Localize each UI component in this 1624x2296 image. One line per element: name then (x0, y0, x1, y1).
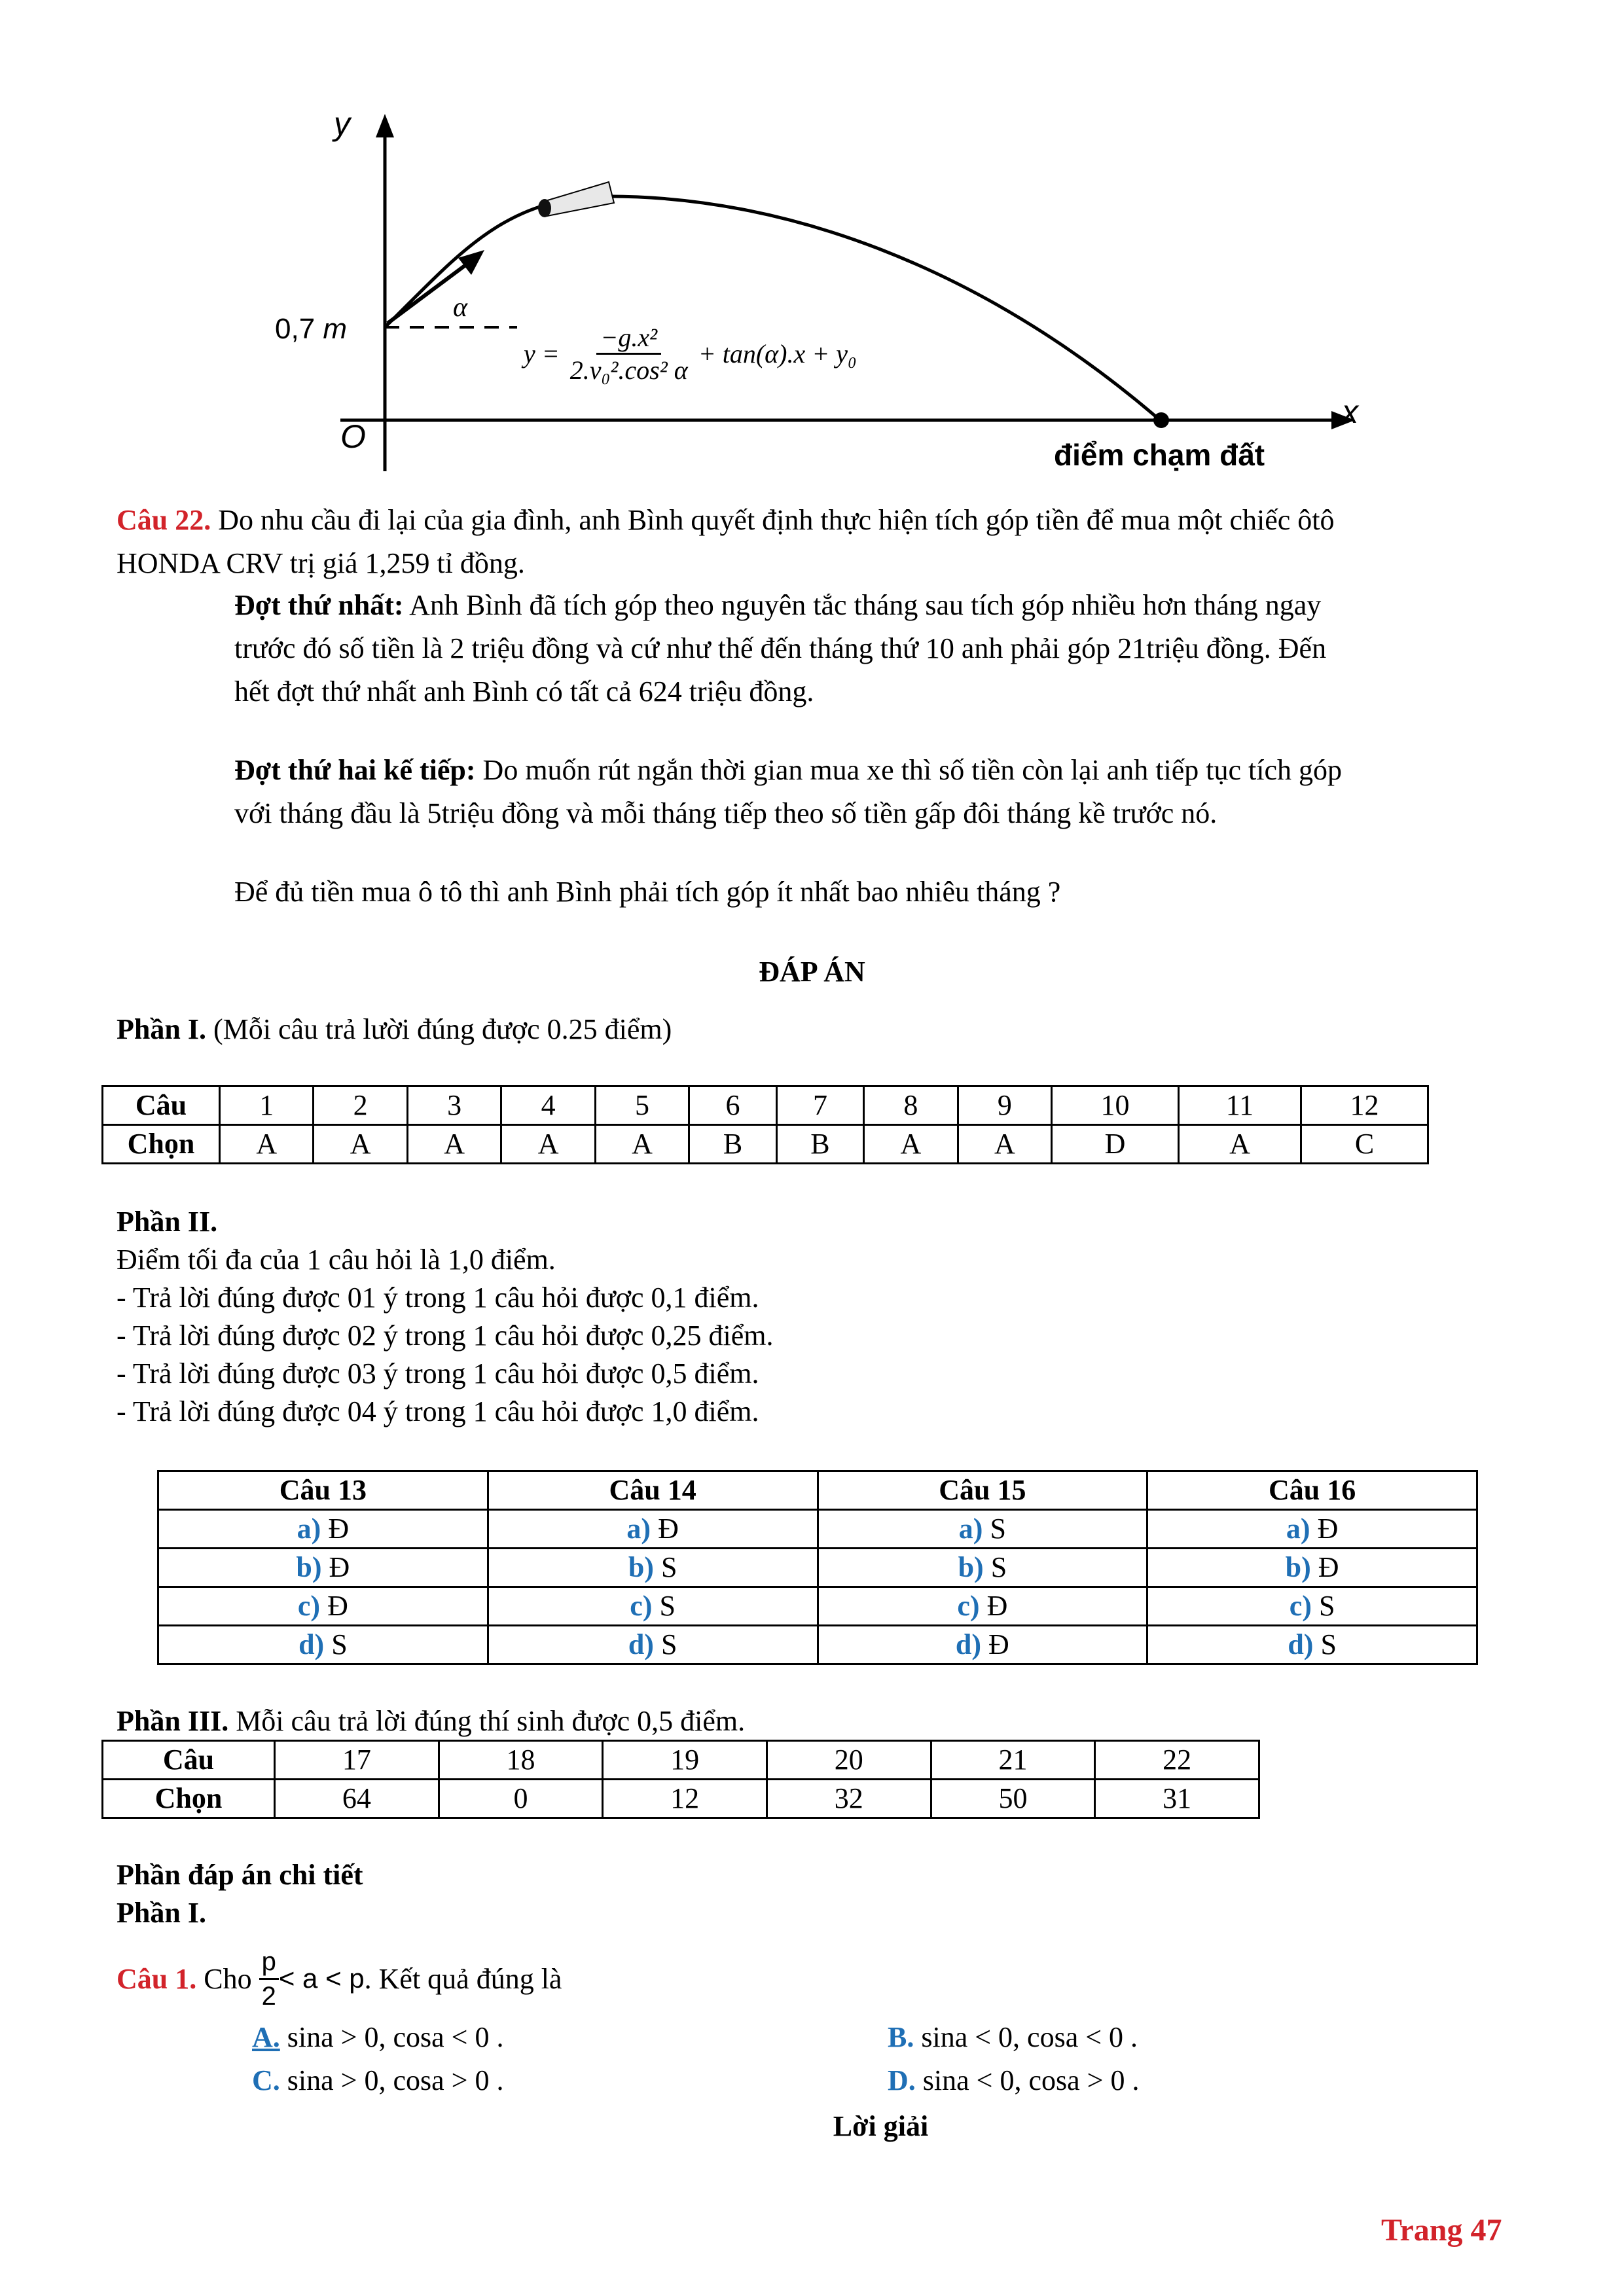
table-cell: c) S (1147, 1587, 1477, 1626)
table-cell: A (1178, 1125, 1301, 1164)
table-cell: 11 (1178, 1086, 1301, 1125)
projectile-figure (242, 105, 1394, 484)
y-axis-arrow-icon (376, 114, 394, 137)
detailed-answers-heading (117, 1856, 363, 1932)
table-cell: d) Đ (818, 1626, 1147, 1664)
question-22-prompt: Để đủ tiền mua ô tô thì anh Bình phải tích góp ít nhất bao nhiêu tháng ? (234, 876, 1061, 908)
part-2-answer-table (157, 1470, 1478, 1665)
shuttlecock-icon (538, 182, 614, 217)
table-cell: 19 (603, 1741, 767, 1780)
question-22-intro-2: HONDA CRV trị giá 1,259 tỉ đồng. (117, 547, 525, 579)
part-1-row-label: Chọn (103, 1125, 220, 1164)
part-1-heading: Phần I. (Mỗi câu trả lười đúng được 0.25 điểm) (117, 1013, 672, 1045)
table-cell: D (1052, 1125, 1179, 1164)
part-2-rule: Điểm tối đa của 1 câu hỏi là 1,0 điểm. (117, 1244, 556, 1276)
table-header: Câu 16 (1147, 1471, 1477, 1510)
table-row (158, 1587, 1477, 1626)
option-d: D. sina < 0, cosa > 0 . (888, 2064, 1140, 2096)
table-cell: d) S (158, 1626, 488, 1664)
angle-label: α (453, 293, 468, 323)
fraction: p 2 (259, 1945, 279, 2013)
question-22 (117, 499, 1524, 585)
phase-2-paragraph (234, 749, 1524, 835)
part-3-question-row (103, 1741, 1259, 1780)
part-1-row-label: Câu (103, 1086, 220, 1125)
table-header: Câu 13 (158, 1471, 488, 1510)
table-cell: 7 (776, 1086, 863, 1125)
phase-1-line-3: hết đợt thứ nhất anh Bình có tất cả 624 triệu đồng. (234, 675, 814, 708)
table-cell: c) S (488, 1587, 818, 1626)
part-1-answer-table (101, 1085, 1429, 1164)
table-cell: A (501, 1125, 595, 1164)
table-cell: d) S (1147, 1626, 1477, 1664)
part-3-row-label: Câu (103, 1741, 275, 1780)
table-cell: A (314, 1125, 407, 1164)
trajectory-formula: y = $\frac{\text{−g.x²}}{\text{2.v₀².cos² α}}$ + tan(α).x + y₀ (524, 322, 857, 385)
option-a: A. sina > 0, cosa < 0 . (252, 2021, 504, 2053)
table-cell: 17 (275, 1741, 439, 1780)
table-row (158, 1626, 1477, 1664)
table-cell: 12 (1301, 1086, 1428, 1125)
table-cell: 5 (595, 1086, 689, 1125)
table-cell: 3 (407, 1086, 501, 1125)
table-cell: 32 (767, 1780, 931, 1818)
table-cell: b) S (488, 1549, 818, 1587)
table-cell: 9 (958, 1086, 1051, 1125)
phase-2-label: Đợt thứ hai kế tiếp: (234, 754, 476, 786)
table-cell: 18 (439, 1741, 603, 1780)
part-3-answer-row (103, 1780, 1259, 1818)
table-row (158, 1510, 1477, 1549)
part-3-row-label: Chọn (103, 1780, 275, 1818)
phase-1-line-2: trước đó số tiền là 2 triệu đồng và cứ như thế đến tháng thứ 10 anh phải góp 21triệu đồng. Đến (234, 632, 1327, 664)
part-1-question-row (103, 1086, 1428, 1125)
question-1-tail: . Kết quả đúng là (364, 1962, 562, 1995)
table-cell: 0 (439, 1780, 603, 1818)
table-cell: 6 (689, 1086, 776, 1125)
table-cell: 21 (931, 1741, 1095, 1780)
part-3-answer-table (101, 1740, 1260, 1819)
table-cell: 31 (1095, 1780, 1259, 1818)
table-cell: A (864, 1125, 958, 1164)
table-cell: 1 (220, 1086, 314, 1125)
table-cell: 22 (1095, 1741, 1259, 1780)
option-c: C. sina > 0, cosa > 0 . (252, 2064, 504, 2096)
table-header: Câu 14 (488, 1471, 818, 1510)
table-cell: 50 (931, 1780, 1095, 1818)
part-3-heading: Phần III. Mỗi câu trả lời đúng thí sinh được 0,5 điểm. (117, 1705, 746, 1737)
part-1-answer-row (103, 1125, 1428, 1164)
table-cell: A (407, 1125, 501, 1164)
question-1-inequality: < a < p (278, 1963, 365, 1994)
part-2-title: Phần II. (117, 1206, 218, 1238)
table-cell: a) Đ (488, 1510, 818, 1549)
detailed-part-1-title: Phần I. (117, 1897, 206, 1929)
part-2-rule: - Trả lời đúng được 03 ý trong 1 câu hỏi được 0,5 điểm. (117, 1357, 759, 1390)
table-cell: A (958, 1125, 1051, 1164)
initial-height-label: 0,7 m (275, 313, 348, 345)
solution-heading: Lời giải (833, 2110, 929, 2142)
phase-2-line-2: với tháng đầu là 5triệu đồng và mỗi tháng tiếp theo số tiền gấp đôi tháng kề trước nó. (234, 797, 1218, 829)
table-cell: B (776, 1125, 863, 1164)
landing-point (1153, 412, 1169, 428)
origin-label: O (340, 418, 366, 455)
table-header: Câu 15 (818, 1471, 1147, 1510)
table-cell: 8 (864, 1086, 958, 1125)
table-cell: a) Đ (1147, 1510, 1477, 1549)
question-22-intro-1: Do nhu cầu đi lại của gia đình, anh Bình quyết định thực hiện tích góp tiền để mua một chiếc ôtô (218, 504, 1335, 536)
page-number: Trang 47 (1381, 2213, 1502, 2248)
phase-1-label: Đợt thứ nhất: (234, 589, 404, 621)
option-b: B. sina < 0, cosa < 0 . (888, 2021, 1138, 2053)
question-22-label: Câu 22. (117, 504, 211, 536)
table-cell: A (595, 1125, 689, 1164)
table-cell: 12 (603, 1780, 767, 1818)
part-2-section (117, 1203, 774, 1431)
table-cell: 10 (1052, 1086, 1179, 1125)
table-row (158, 1549, 1477, 1587)
table-cell: 64 (275, 1780, 439, 1818)
table-cell: a) S (818, 1510, 1147, 1549)
table-cell: 4 (501, 1086, 595, 1125)
detailed-answers-title: Phần đáp án chi tiết (117, 1859, 363, 1891)
table-cell: A (220, 1125, 314, 1164)
phase-1-line-1: Anh Bình đã tích góp theo nguyên tắc tháng sau tích góp nhiều hơn tháng ngay (409, 589, 1322, 621)
phase-1-paragraph (234, 584, 1524, 713)
table-cell: 2 (314, 1086, 407, 1125)
y-axis-label: y (334, 105, 350, 142)
phase-2-line-1: Do muốn rút ngắn thời gian mua xe thì số tiền còn lại anh tiếp tục tích góp (482, 754, 1343, 786)
table-cell: a) Đ (158, 1510, 488, 1549)
question-1 (117, 1936, 562, 2021)
question-1-cho: Cho (204, 1962, 252, 1995)
table-cell: b) Đ (158, 1549, 488, 1587)
table-cell: b) Đ (1147, 1549, 1477, 1587)
table-cell: d) S (488, 1626, 818, 1664)
part-2-rule: - Trả lời đúng được 01 ý trong 1 câu hỏi được 0,1 điểm. (117, 1282, 759, 1314)
part-2-header-row (158, 1471, 1477, 1510)
ground-impact-label: điểm chạm đất (1054, 438, 1265, 472)
question-1-label: Câu 1. (117, 1962, 197, 1995)
table-cell: c) Đ (818, 1587, 1147, 1626)
x-axis-label: x (1342, 393, 1358, 430)
answer-key-title: ĐÁP ÁN (759, 956, 865, 988)
part-2-rule: - Trả lời đúng được 04 ý trong 1 câu hỏi được 1,0 điểm. (117, 1395, 759, 1427)
table-cell: c) Đ (158, 1587, 488, 1626)
table-cell: 20 (767, 1741, 931, 1780)
table-cell: C (1301, 1125, 1428, 1164)
projectile-diagram (242, 105, 1394, 484)
table-cell: b) S (818, 1549, 1147, 1587)
table-cell: B (689, 1125, 776, 1164)
part-2-rule: - Trả lời đúng được 02 ý trong 1 câu hỏi được 0,25 điểm. (117, 1319, 774, 1352)
